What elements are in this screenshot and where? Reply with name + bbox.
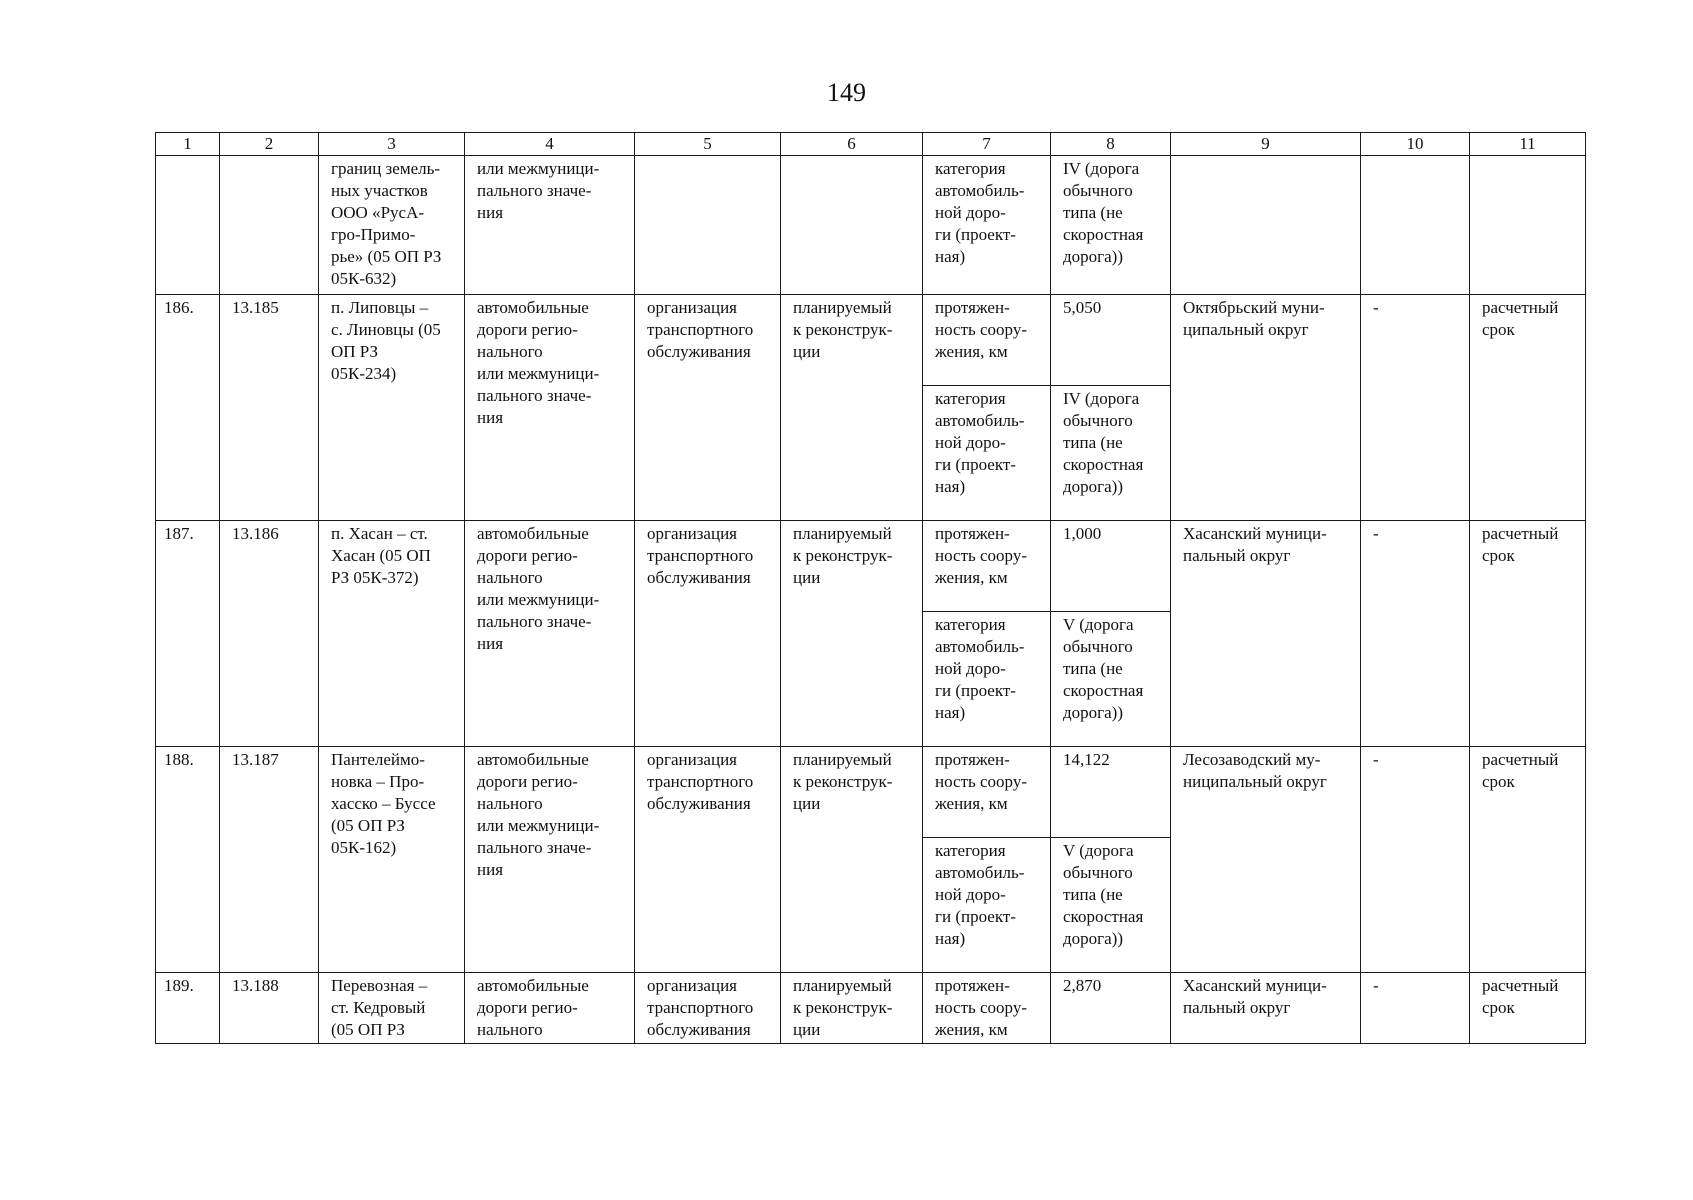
cell-code: 13.185 <box>220 295 319 521</box>
cell-term <box>1470 156 1586 295</box>
col-header: 10 <box>1361 133 1470 156</box>
cell-purpose: организация транспортного обслуживания <box>635 747 781 973</box>
cell-term: расчетный срок <box>1470 973 1586 1044</box>
table-row <box>156 295 1586 386</box>
col-header: 8 <box>1051 133 1171 156</box>
cell-number <box>156 156 220 295</box>
cell-number: 187. <box>156 521 220 747</box>
cell-code: 13.187 <box>220 747 319 973</box>
roads-table <box>155 132 1586 1044</box>
cell-code: 13.186 <box>220 521 319 747</box>
cell-value: 2,870 <box>1051 973 1171 1044</box>
cell-param: категория автомобиль- ной доро- ги (проект- ная) <box>923 156 1051 295</box>
cell-purpose: организация транспортного обслуживания <box>635 295 781 521</box>
cell-name: границ земель- ных участков ООО «РусА- гро-Примо- рье» (05 ОП РЗ 05К-632) <box>319 156 465 295</box>
cell-value: IV (дорога обычного типа (не скоростная дорога)) <box>1051 156 1171 295</box>
col-header: 1 <box>156 133 220 156</box>
cell-status: планируемый к реконструк- ции <box>781 973 923 1044</box>
cell-zone: - <box>1361 747 1470 973</box>
cell-type: автомобильные дороги регио- нального <box>465 973 635 1044</box>
cell-status <box>781 156 923 295</box>
cell-name: Перевозная – ст. Кедровый (05 ОП РЗ <box>319 973 465 1044</box>
col-header: 9 <box>1171 133 1361 156</box>
cell-term: расчетный срок <box>1470 521 1586 747</box>
cell-value: 5,050 <box>1051 295 1171 386</box>
cell-value: 14,122 <box>1051 747 1171 838</box>
cell-code: 13.188 <box>220 973 319 1044</box>
table-row <box>156 521 1586 612</box>
cell-value: IV (дорога обычного типа (не скоростная дорога)) <box>1051 386 1171 521</box>
cell-value: V (дорога обычного типа (не скоростная дорога)) <box>1051 838 1171 973</box>
cell-zone: - <box>1361 295 1470 521</box>
cell-param: протяжен- ность соору- жения, км <box>923 973 1051 1044</box>
page-number: 149 <box>827 78 866 107</box>
cell-name: п. Липовцы – с. Линовцы (05 ОП РЗ 05К-234) <box>319 295 465 521</box>
cell-param: протяжен- ность соору- жения, км <box>923 747 1051 838</box>
cell-zone: - <box>1361 973 1470 1044</box>
col-header: 4 <box>465 133 635 156</box>
cell-param: категория автомобиль- ной доро- ги (проект- ная) <box>923 386 1051 521</box>
cell-status: планируемый к реконструк- ции <box>781 747 923 973</box>
cell-term: расчетный срок <box>1470 747 1586 973</box>
cell-type: автомобильные дороги регио- нального или межмуници- пального значе- ния <box>465 747 635 973</box>
cell-zone <box>1361 156 1470 295</box>
cell-param: категория автомобиль- ной доро- ги (проект- ная) <box>923 838 1051 973</box>
cell-zone: - <box>1361 521 1470 747</box>
cell-param: категория автомобиль- ной доро- ги (проект- ная) <box>923 612 1051 747</box>
header-row <box>156 133 1586 156</box>
cell-location <box>1171 156 1361 295</box>
col-header: 5 <box>635 133 781 156</box>
col-header: 6 <box>781 133 923 156</box>
cell-code <box>220 156 319 295</box>
cell-purpose <box>635 156 781 295</box>
cell-location: Октябрьский муни- ципальный округ <box>1171 295 1361 521</box>
cell-value: 1,000 <box>1051 521 1171 612</box>
cell-status: планируемый к реконструк- ции <box>781 521 923 747</box>
col-header: 11 <box>1470 133 1586 156</box>
cell-name: Пантелеймо- новка – Про- хасско – Буссе (05 ОП РЗ 05К-162) <box>319 747 465 973</box>
cell-type: автомобильные дороги регио- нального или межмуници- пального значе- ния <box>465 521 635 747</box>
cell-status: планируемый к реконструк- ции <box>781 295 923 521</box>
col-header: 3 <box>319 133 465 156</box>
table-row <box>156 973 1586 1044</box>
cell-purpose: организация транспортного обслуживания <box>635 521 781 747</box>
cell-purpose: организация транспортного обслуживания <box>635 973 781 1044</box>
cell-name: п. Хасан – ст. Хасан (05 ОП РЗ 05К-372) <box>319 521 465 747</box>
cell-location: Хасанский муници- пальный округ <box>1171 521 1361 747</box>
cell-term: расчетный срок <box>1470 295 1586 521</box>
table-row <box>156 747 1586 838</box>
col-header: 2 <box>220 133 319 156</box>
cell-type: автомобильные дороги регио- нального или межмуници- пального значе- ния <box>465 295 635 521</box>
cell-param: протяжен- ность соору- жения, км <box>923 295 1051 386</box>
cell-value: V (дорога обычного типа (не скоростная дорога)) <box>1051 612 1171 747</box>
cell-number: 186. <box>156 295 220 521</box>
cell-location: Лесозаводский му- ниципальный округ <box>1171 747 1361 973</box>
continuation-row <box>156 156 1586 295</box>
cell-location: Хасанский муници- пальный округ <box>1171 973 1361 1044</box>
cell-type: или межмуници- пального значе- ния <box>465 156 635 295</box>
cell-param: протяжен- ность соору- жения, км <box>923 521 1051 612</box>
cell-number: 189. <box>156 973 220 1044</box>
col-header: 7 <box>923 133 1051 156</box>
cell-number: 188. <box>156 747 220 973</box>
